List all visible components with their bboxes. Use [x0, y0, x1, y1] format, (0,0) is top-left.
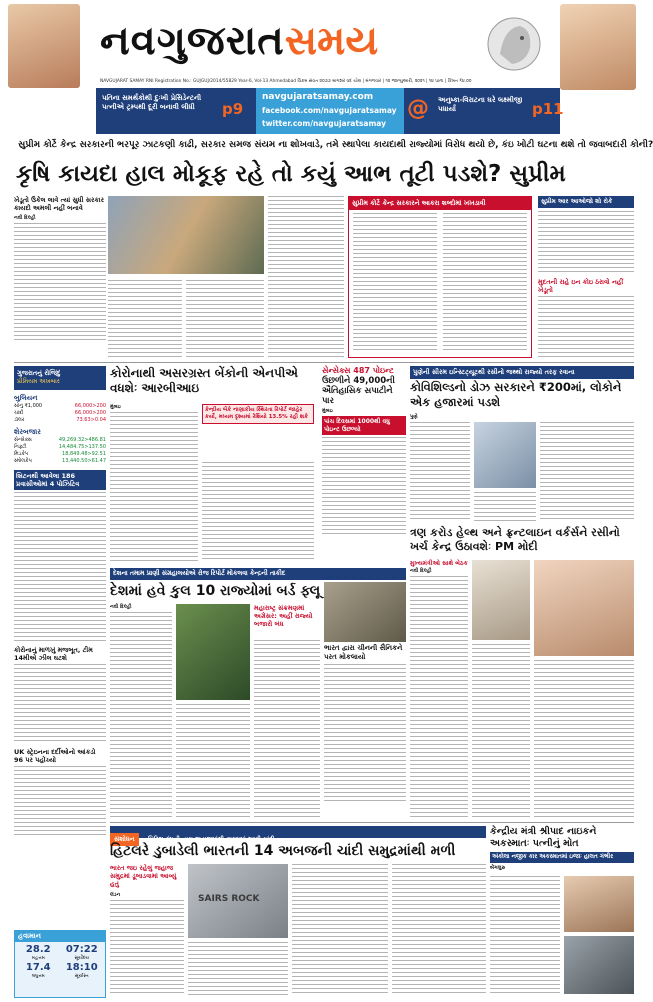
shares-row — [14, 444, 106, 451]
divider-bottom — [110, 822, 634, 823]
promo-bar — [96, 88, 564, 134]
weather-cell — [61, 962, 104, 979]
pm-col-1 — [410, 576, 468, 818]
sensex-story — [322, 366, 406, 566]
weather-label: સૂર્યાસ્ત — [74, 974, 89, 979]
weather-value: 07:22 — [65, 944, 98, 955]
vaccine-dateline: પુણે — [410, 414, 418, 420]
naik-headline: કેન્દ્રીય મંત્રી શ્રીપાદ નાઇકને અકસ્માતઃ પત્નીનું મોત — [490, 826, 597, 849]
market-title: બુલિયન — [14, 394, 38, 402]
vaccine-photo — [474, 422, 536, 488]
silver-col-4 — [392, 864, 486, 996]
silver-col-2 — [188, 942, 288, 996]
lead-dateline: નવી દિલ્હી — [14, 215, 36, 221]
lead-quote-box — [348, 196, 532, 358]
weather-box — [14, 930, 106, 998]
weather-value: 28.2 — [25, 944, 51, 955]
left-panel-header-label: ગુજરાતનું રોજિંદું — [17, 369, 61, 377]
top-strap: સુપ્રીમ કોર્ટે કેન્દ્ર સરકારની ભરપૂર ઝાટકણી કાઢી, સરકાર સમજ સંયમ ના શોખવાડે, તમે સ્થાપેલા કાયદાથી રાજ્યોમાં વિરોધ થયો છે, કંઇ ખોટી ઘટના થશે તો જવાબદારી કોની? — [18, 140, 653, 150]
masthead-left-photo — [8, 4, 80, 88]
shares-row — [14, 437, 106, 444]
banks-dateline: મુંબઇ — [110, 404, 121, 410]
lion-logo — [486, 14, 542, 74]
weather-grid — [15, 942, 105, 981]
silver-sub: ભારત જઇ રહેલું જહાજ સમુદ્રમાં ડૂબાડવામાં આવ્યું હતું — [110, 864, 177, 888]
weather-cell — [17, 962, 60, 979]
left-story-3-title: UK સ્ટ્રેઇનના દર્દીઓનો આંકડો 96 પર પહોંચ્યો — [14, 748, 96, 764]
promo-right-page: p11 — [532, 100, 564, 118]
pm-col-2 — [472, 644, 530, 818]
birdflu-photo — [176, 604, 250, 700]
promo-social-twitter[interactable]: twitter.com/navgujaratsamay — [262, 119, 387, 128]
left-panel — [14, 366, 106, 998]
weather-value: 18:10 — [65, 962, 98, 973]
sensex-sub: પાંચ દિવસમાં 1000થી વધુ પોઇન્ટ ઉછળ્યો — [322, 416, 406, 435]
market-row — [14, 417, 106, 424]
promo-right[interactable] — [432, 88, 564, 134]
birdflu-headline: દેશમાં હવે કુલ 10 રાજ્યોમાં બર્ડ ફ્લૂ — [110, 583, 321, 599]
promo-social[interactable] — [256, 88, 404, 134]
lead-sidebar-text — [14, 223, 106, 343]
shares-row-name: નિફ્ટી — [14, 444, 27, 450]
birdflu-strap: દેશના તમામ પ્રાણી સંગ્રહાલયોએ રોજ રિપોર્ટ મોકલવા કેન્દ્રની તાકીદ — [110, 568, 406, 580]
banks-headline: કોરોનાથી અસરગ્રસ્ત બેંકોની એનપીએ વધશેઃ આરબીઆઇ — [110, 366, 298, 395]
silver-col-1 — [110, 900, 184, 996]
masthead-title-accent: સમય — [284, 18, 379, 64]
left-story-2-text — [14, 664, 106, 744]
pm-headline: ત્રણ કરોડ હેલ્થ અને ફ્રન્ટલાઇન વર્કર્સને રસીનો ખર્ચ કેન્દ્ર ઉઠાવશેઃ PM મોદી — [410, 526, 620, 553]
weather-title: હવામાન — [15, 931, 105, 942]
lead-col-3 — [268, 196, 344, 358]
shares-row-name: સ્મોલકેપ — [14, 458, 32, 464]
lead-side-text-1 — [538, 211, 634, 275]
naik-sub: અંકોલા નજીક કાર અકસ્માતમાં ઇજાઃ હાલત ગંભીર — [490, 852, 634, 863]
silver-headline: હિટલરે ડુબાડેલી ભારતની 14 અબજની ચાંદી સમુદ્રમાંથી મળી — [110, 843, 456, 859]
lead-quote-title: સુપ્રીમ કોર્ટે કેન્દ્ર સરકારને આકરા શબ્દોમાં ખખડાવી — [349, 197, 531, 210]
china-soldier-photo — [324, 582, 406, 642]
weather-cell — [17, 944, 60, 961]
market-row-value: 66,000>200 — [74, 403, 106, 409]
vaccine-col-3 — [540, 422, 634, 522]
promo-left-page: p9 — [222, 100, 244, 118]
birdflu-col-1 — [110, 612, 172, 818]
banks-box: કેન્દ્રીય બેંકે નાણાકીય સ્થિરતા રિપોર્ટ જાહેર કર્યો, મધ્યમ દૃશ્યમાં રેશિયો 13.5% રહી શકે — [202, 404, 314, 424]
left-panel-header — [14, 366, 106, 390]
promo-right-text: અનુષ્કા-વિરાટના ઘરે લક્ષ્મીજી પધાર્યા — [438, 96, 523, 113]
vaccine-col-1 — [410, 422, 470, 522]
market-row-name: સોનું ₹1,000 — [14, 403, 43, 409]
birdflu-col-3 — [176, 704, 250, 818]
silver-strap-text: બ્રિટિશ કંપની દ્વારા જહાજમાંથી કાઢવામાં આવી ચાંદી — [147, 836, 275, 843]
market-row-name: ચાંદી — [14, 410, 24, 416]
masthead-title — [100, 18, 378, 74]
market-row — [14, 410, 106, 417]
silver-col-3 — [292, 864, 388, 996]
naik-dateline: બેંગલુરુ — [490, 865, 506, 871]
sensex-headline: ઉછળીને 49,000ની ઐતિહાસિક સપાટીને પાર — [322, 376, 395, 406]
market-row-value: 66,000>200 — [74, 410, 106, 416]
promo-social-web[interactable]: navgujaratsamay.com — [262, 92, 374, 102]
market-row — [14, 403, 106, 410]
lead-side-subhead: મુદતની રાહે ઇન કોઇ ઠરાવો નહીં ખેડૂતો — [538, 278, 624, 294]
naik-story — [490, 826, 634, 998]
left-story-1-text — [14, 492, 106, 642]
lead-quote-text-left — [353, 213, 437, 353]
vaccine-col-2 — [474, 492, 536, 522]
lead-photo — [108, 196, 264, 274]
shares-row-value: 49,269.32>486.81 — [58, 437, 106, 443]
shares-row-name: સેન્સેક્સ — [14, 437, 32, 443]
left-story-2-title: કોરોનાનું માળખું મજબૂત, ટીમ 14મીએ ઝીલ ઘટશે — [14, 646, 93, 662]
lead-quote-text-right — [443, 213, 527, 353]
lead-side-text-2 — [538, 296, 634, 358]
pm-photo — [472, 560, 530, 640]
promo-left[interactable] — [96, 88, 254, 134]
shares-row-value: 13,440.50>61.47 — [62, 458, 106, 464]
pm-side-photo — [534, 560, 634, 656]
birdflu-dateline: નવી દિલ્હી — [110, 604, 132, 610]
silver-strap-label: સંશોધન — [110, 833, 139, 846]
china-soldier-text — [324, 664, 406, 804]
birdflu-col-2 — [254, 640, 320, 818]
promo-left-text: પતિના સમર્થકોથી દુઃખી પ્રેસિડેન્ટની પત્નીએ ટ્રમ્પથી દૂરી બનાવી લીધી — [102, 94, 202, 111]
shares-row-name: મિડકેપ — [14, 451, 29, 457]
naik-photo — [564, 876, 634, 932]
lead-headline: કૃષિ કાયદા હાલ મોકૂફ રહે તો કયું આભ તૂટી પડશે? સુપ્રીમ — [16, 161, 566, 187]
shares-row-value: 18,849.48>92.51 — [62, 451, 106, 457]
market-row-name: ડૉલર — [14, 417, 25, 423]
left-panel-header-sub: પ્રીમિયમ અખબાર — [17, 378, 60, 385]
weather-cell — [61, 944, 104, 961]
sensex-text — [322, 437, 406, 537]
silver-photo-label: SAIRS ROCK — [198, 894, 260, 904]
banks-col-1 — [110, 412, 198, 562]
sensex-dateline: મુંબઇ — [322, 408, 333, 414]
naik-car-photo — [564, 936, 634, 994]
banks-col-2 — [202, 462, 314, 562]
lead-col-1 — [108, 280, 182, 358]
shares-row-value: 14,484.75>137.50 — [58, 444, 106, 450]
masthead-right-photo — [560, 4, 636, 90]
silver-dateline: લંડન — [110, 892, 121, 898]
vaccine-strap: પુણેની સીરમ ઇન્સ્ટિટ્યૂટથી રસીનો જથ્થો રાજ્યો તરફ રવાના — [410, 366, 634, 379]
china-soldier-story — [324, 582, 406, 818]
china-soldier-caption: ભારત દ્વારા ચીનની સૈનિકને પરત મોકલાયો — [324, 644, 403, 661]
vaccine-headline: કોવિશિલ્ડનો ડોઝ સરકારને ₹200માં, લોકોને એક હજારમાં પડશે — [410, 380, 622, 409]
weather-value: 17.4 — [25, 962, 51, 973]
weather-label: લઘુત્તમ — [31, 974, 45, 979]
masthead-imprint: NAVGUJARAT SAMAY RNI Registration No.: GUJGUJ/2014/55829 Year-6, Vol-13 Ahmedabad વિક્રમ સંવત ૨૦૭૭ માગશર વદ ચોથ | મંગળવાર | ૧૨ જાન્યુઆરી, ૨૦૨૧ | ૧૪ પાના | કિંમત ₹૪.૦૦ — [100, 79, 472, 84]
weather-label: મહત્તમ — [31, 956, 45, 961]
pm-col-3 — [534, 660, 634, 818]
banks-story — [110, 366, 318, 566]
masthead — [0, 0, 640, 96]
lead-col-2 — [186, 280, 264, 358]
lead-side-column — [538, 196, 634, 358]
pm-kicker: મુખ્યમંત્રીઓ સાથે બેઠક — [410, 560, 468, 567]
silver-strap — [110, 826, 486, 843]
sensex-kicker: સેન્સેક્સ 487 પોઇન્ટ — [322, 366, 394, 375]
naik-col-1 — [490, 876, 560, 994]
shares-row — [14, 458, 106, 465]
shares-title: શેરબજાર — [14, 428, 41, 436]
divider-lead — [14, 362, 634, 363]
lead-photo-caption: સુપ્રીમ આર આઓજો શો રોકે — [538, 196, 634, 208]
weather-label: સૂર્યોદય — [74, 956, 90, 961]
pm-dateline: નવી દિલ્હી — [410, 568, 432, 574]
promo-at-icon: @ — [407, 96, 429, 121]
lead-sidebar — [14, 196, 106, 358]
shares-row — [14, 451, 106, 458]
promo-social-facebook[interactable]: facebook.com/navgujaratsamay — [262, 106, 397, 115]
left-story-3-text — [14, 766, 106, 836]
lead-sidebar-heading: ખેડૂતો ઉકેલ લાવે ત્યાં સુધી સરકાર કાયદો અમલી નહીં બનાવે — [14, 196, 104, 212]
market-row-value: 73.63>0.04 — [76, 417, 106, 423]
left-story-1-title: બ્રિટનથી આવેલા 186 પ્રવાસીઓમાં 4 પોઝિટિવ — [14, 470, 106, 490]
masthead-title-main: નવગુજરાત — [100, 18, 285, 64]
silver-photo — [188, 864, 288, 938]
birdflu-side-title: મહારાષ્ટ્ર સંક્રમણમાં અગ્રેસર: અહીં રાજ્યો બજારો બંધ — [254, 604, 313, 628]
